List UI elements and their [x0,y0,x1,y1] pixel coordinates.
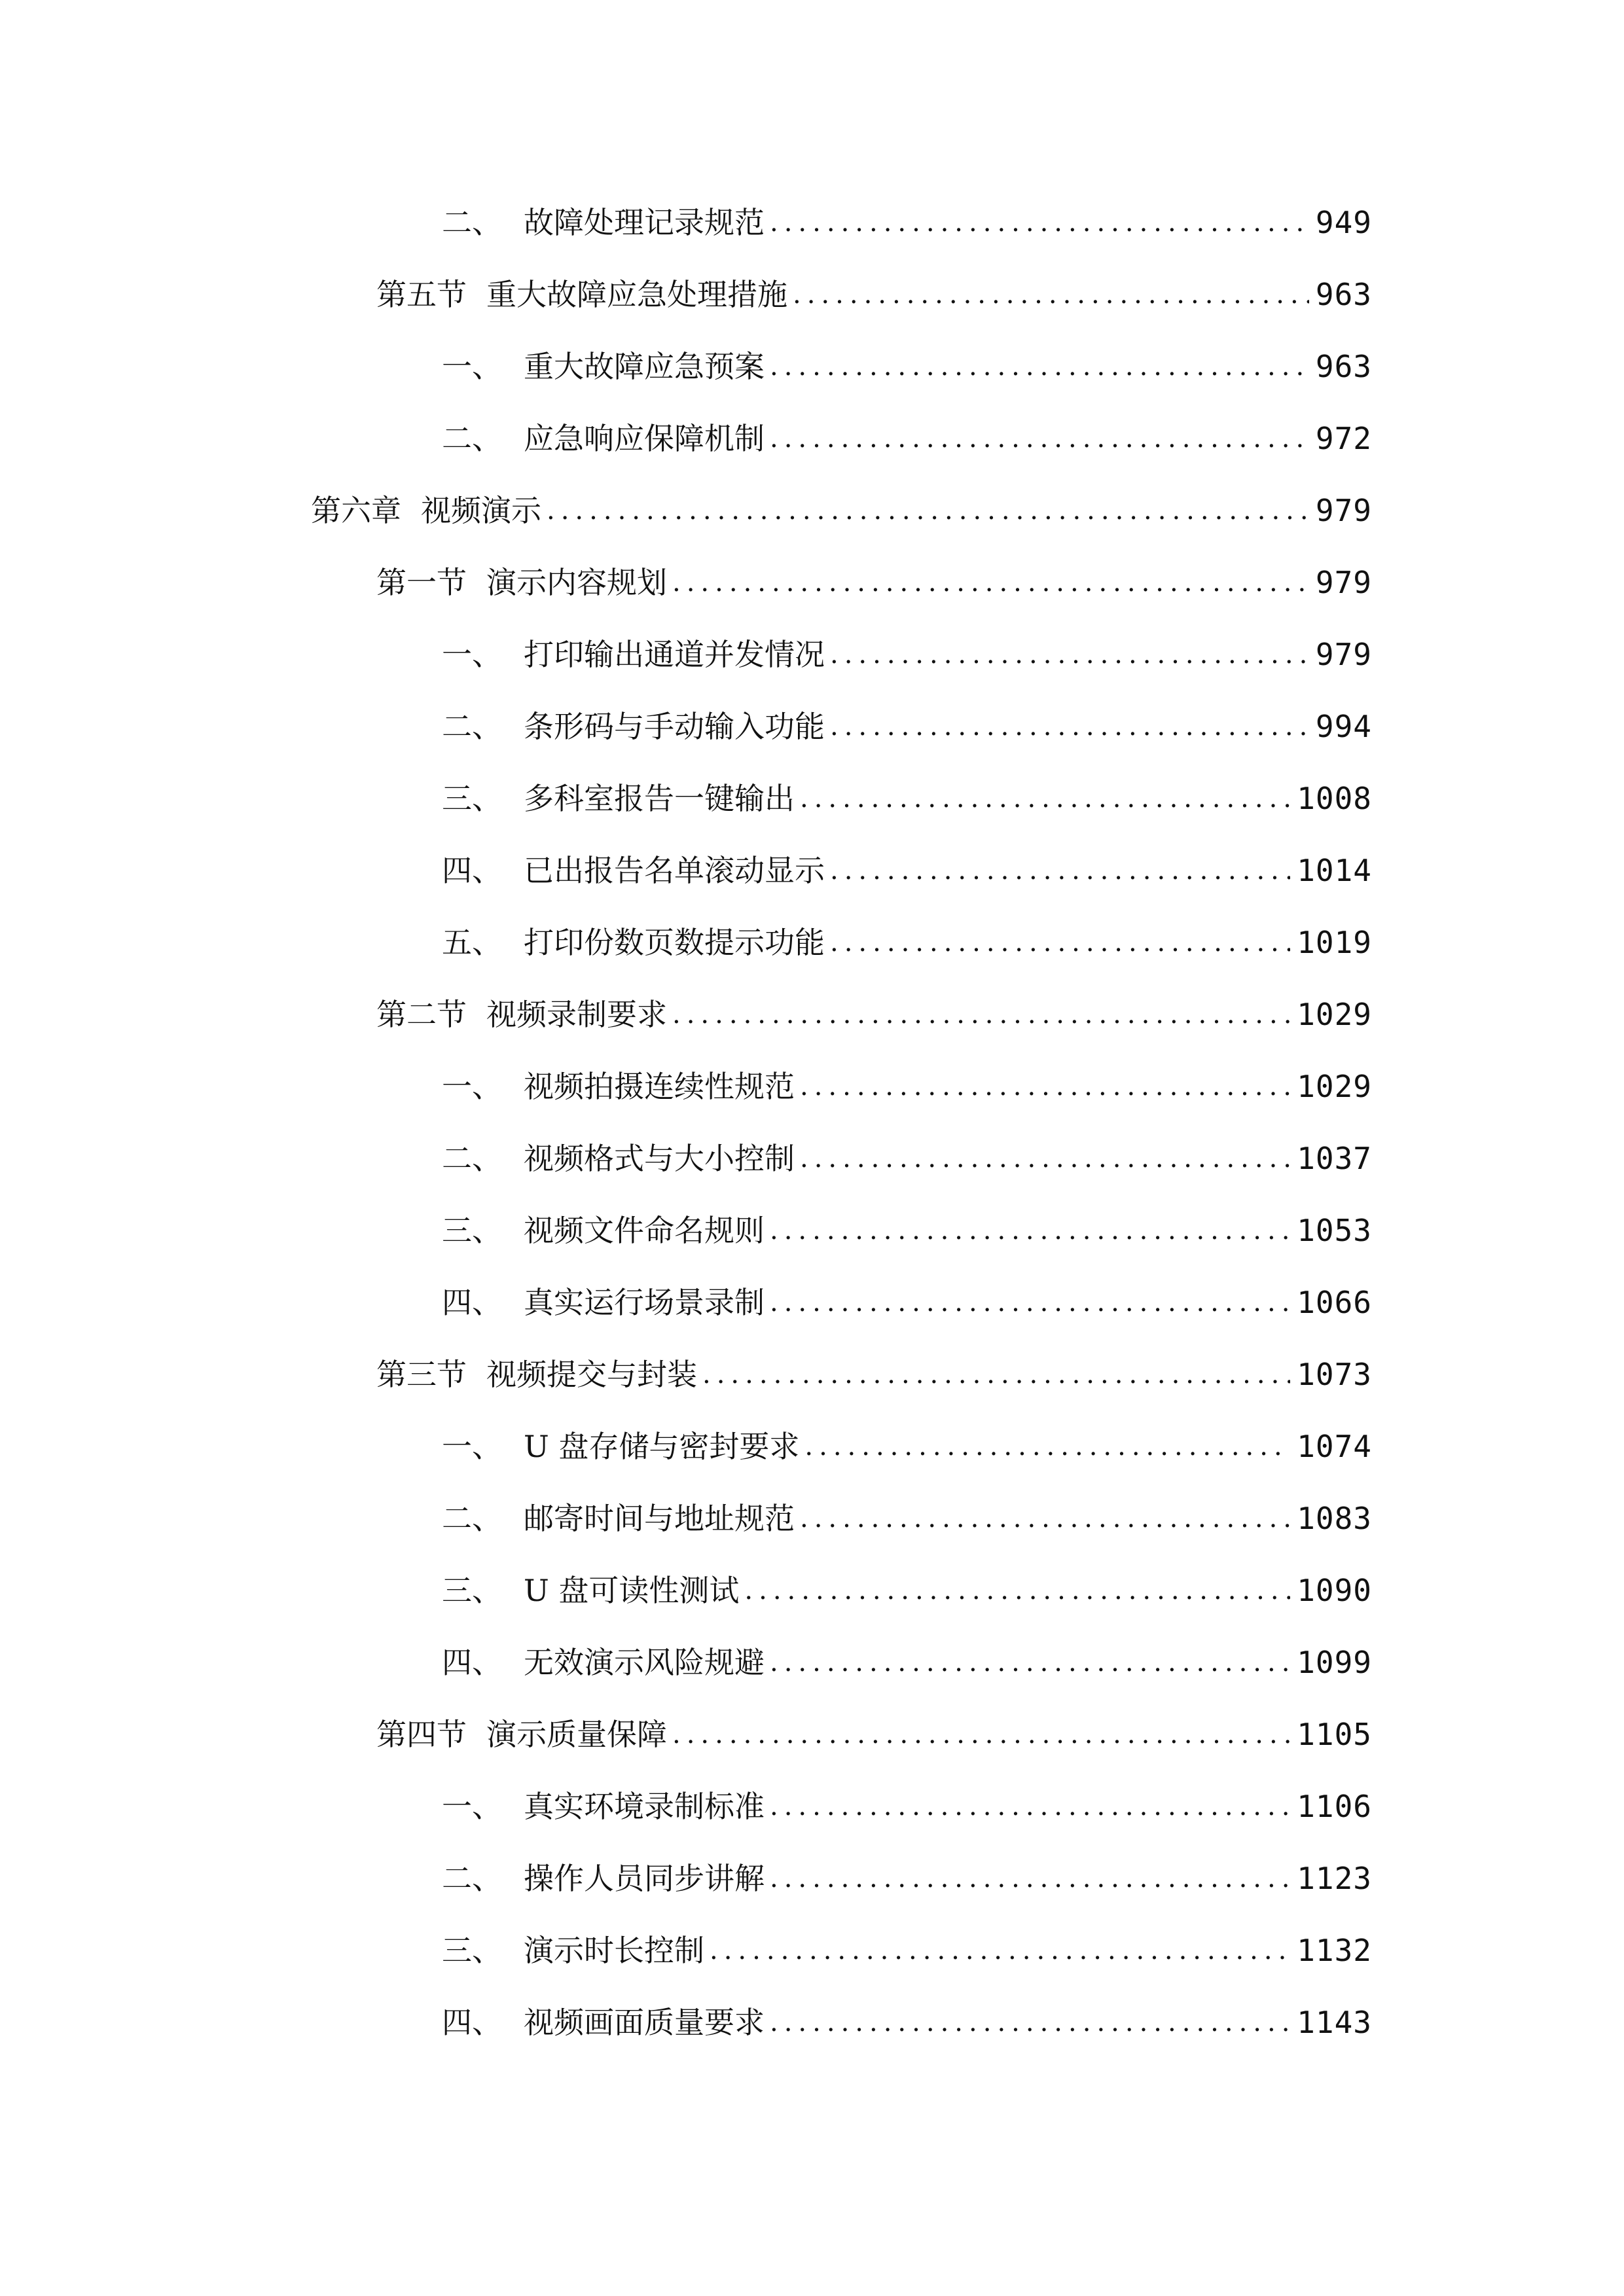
toc-entry-page: 1090 [1297,1573,1372,1608]
toc-entry-number: 第四节 [376,1717,467,1752]
toc-entry-page: 979 [1315,493,1372,528]
toc-leader-dots [830,707,1309,746]
toc-entry-number: 第三节 [376,1357,467,1392]
toc-entry-title: 演示质量保障 [486,1717,667,1752]
toc-entry-title: 视频提交与封装 [486,1357,697,1392]
toc-leader-dots [800,779,1290,818]
toc-entry[interactable] [376,1342,1372,1394]
toc-entry[interactable] [442,190,1372,242]
toc-entry-page: 949 [1315,205,1372,240]
toc-entry-page: 1037 [1297,1141,1372,1176]
toc-entry-page: 972 [1315,421,1372,456]
toc-entry-title: 已出报告名单滚动显示 [524,853,825,888]
toc-leader-dots [800,1139,1290,1178]
toc-entry-number: 四、 [442,1645,502,1680]
toc-entry-number: 四、 [442,853,502,888]
toc-entry[interactable] [442,1558,1372,1610]
toc-entry[interactable] [442,838,1372,890]
toc-entry[interactable] [442,1414,1372,1466]
toc-entry[interactable] [376,550,1372,602]
toc-entry[interactable] [442,1270,1372,1322]
toc-entry-number: 二、 [442,1501,502,1536]
toc-entry-number: 第二节 [376,997,467,1032]
toc-leader-dots [804,1427,1290,1466]
toc-entry-title: 邮寄时间与地址规范 [524,1501,795,1536]
toc-entry[interactable] [442,1126,1372,1178]
toc-entry-title: 视频录制要求 [486,997,667,1032]
toc-entry-page: 1053 [1297,1213,1372,1248]
toc-entry-number: 二、 [442,205,502,240]
toc-entry-title: 应急响应保障机制 [524,421,765,456]
toc-entry[interactable] [442,1054,1372,1106]
toc-entry-title: 视频拍摄连续性规范 [524,1069,795,1104]
toc-entry-title: 演示内容规划 [486,565,667,600]
toc-entry-page: 979 [1315,637,1372,672]
toc-entry-number: 二、 [442,1861,502,1896]
toc-entry-page: 1066 [1297,1285,1372,1320]
toc-entry-page: 1014 [1297,853,1372,888]
toc-entry-number: 一、 [442,637,502,672]
toc-entry[interactable] [442,1198,1372,1250]
toc-entry[interactable] [442,910,1372,962]
toc-entry[interactable] [442,694,1372,746]
toc-entry[interactable] [442,766,1372,818]
toc-entry-title: 视频格式与大小控制 [524,1141,795,1176]
toc-entry-title: 无效演示风险规避 [524,1645,765,1680]
toc-entry-number: 第六章 [311,493,401,528]
toc-entry-page: 1106 [1297,1789,1372,1824]
toc-leader-dots [672,563,1309,602]
toc-leader-dots [830,851,1290,890]
toc-entry-title: 演示时长控制 [524,1933,704,1968]
toc-entry-page: 1029 [1297,997,1372,1032]
toc-entry-number: 一、 [442,1789,502,1824]
toc-entry-page: 1132 [1297,1933,1372,1968]
toc-entry-number: 第五节 [376,277,467,312]
toc-entry-number: 四、 [442,2005,502,2040]
toc-entry-page: 1099 [1297,1645,1372,1680]
toc-entry-page: 1123 [1297,1861,1372,1896]
toc-entry[interactable] [442,1630,1372,1682]
toc-leader-dots [547,491,1309,530]
toc-entry-number: 三、 [442,1933,502,1968]
toc-entry-number: 四、 [442,1285,502,1320]
toc-entry-title: 视频画面质量要求 [524,2005,765,2040]
toc-entry-page: 1029 [1297,1069,1372,1104]
toc-leader-dots [800,1067,1290,1106]
toc-entry-title: 操作人员同步讲解 [524,1861,765,1896]
toc-entry[interactable] [376,1702,1372,1754]
toc-entry-page: 1008 [1297,781,1372,816]
toc-entry-title: 打印输出通道并发情况 [524,637,825,672]
toc-entry-page: 979 [1315,565,1372,600]
toc-leader-dots [770,1643,1290,1682]
toc-entry-number: 一、 [442,1069,502,1104]
toc-entry[interactable] [442,406,1372,458]
toc-leader-dots [672,1715,1290,1754]
toc-entry-title: 故障处理记录规范 [524,205,765,240]
toc-entry[interactable] [376,982,1372,1034]
toc-leader-dots [672,995,1290,1034]
toc-leader-dots [770,203,1309,242]
toc-entry-title: 条形码与手动输入功能 [524,709,825,744]
toc-entry-page: 1105 [1297,1717,1372,1752]
toc-entry-page: 1073 [1297,1357,1372,1392]
toc-leader-dots [830,635,1309,674]
toc-entry-number: 三、 [442,1213,502,1248]
toc-leader-dots [702,1355,1290,1394]
toc-leader-dots [744,1571,1290,1610]
toc-entry-page: 1083 [1297,1501,1372,1536]
toc-entry-title: 打印份数页数提示功能 [524,925,825,960]
toc-entry-number: 二、 [442,709,502,744]
toc-leader-dots [800,1499,1290,1538]
toc-entry-title: 真实环境录制标准 [524,1789,765,1824]
toc-entry-title: 重大故障应急预案 [524,349,765,384]
toc-leader-dots [770,1211,1290,1250]
toc-leader-dots [830,923,1290,962]
toc-entry-page: 1143 [1297,2005,1372,2040]
toc-entry-number: 二、 [442,1141,502,1176]
toc-entry[interactable] [442,334,1372,386]
toc-leader-dots [770,1283,1290,1322]
toc-entry[interactable] [442,1846,1372,1898]
toc-entry-title: 真实运行场景录制 [524,1285,765,1320]
toc-entry-page: 963 [1315,277,1372,312]
toc-entry-page: 963 [1315,349,1372,384]
toc-leader-dots [770,1859,1290,1898]
toc-entry[interactable] [442,1486,1372,1538]
toc-entry[interactable] [442,1774,1372,1826]
toc-entry[interactable] [442,1990,1372,2042]
toc-leader-dots [710,1931,1290,1970]
toc-entry-title: 多科室报告一键输出 [524,781,795,816]
toc-leader-dots [793,275,1309,314]
toc-leader-dots [770,347,1309,386]
toc-entry-number: 五、 [442,925,502,960]
toc-entry[interactable] [376,262,1372,314]
toc-entry[interactable] [442,1918,1372,1970]
toc-entry-number: 二、 [442,421,502,456]
toc-entry-chapter[interactable] [311,478,1372,530]
toc-entry-page: 994 [1315,709,1372,744]
toc-leader-dots [770,1787,1290,1826]
toc-entry-number: 第一节 [376,565,467,600]
toc-leader-dots [770,2003,1290,2042]
toc-entry-title: U 盘可读性测试 [524,1573,740,1608]
toc-entry-number: 三、 [442,1573,502,1608]
toc-entry-number: 三、 [442,781,502,816]
toc-entry-title: 重大故障应急处理措施 [486,277,787,312]
toc-entry-title: U 盘存储与密封要求 [524,1429,800,1464]
toc-leader-dots [770,419,1309,458]
toc-entry[interactable] [442,622,1372,674]
toc-entry-title: 视频文件命名规则 [524,1213,765,1248]
toc-entry-page: 1019 [1297,925,1372,960]
toc-entry-number: 一、 [442,349,502,384]
toc-entry-number: 一、 [442,1429,502,1464]
toc-entry-title: 视频演示 [421,493,541,528]
toc-entry-page: 1074 [1297,1429,1372,1464]
